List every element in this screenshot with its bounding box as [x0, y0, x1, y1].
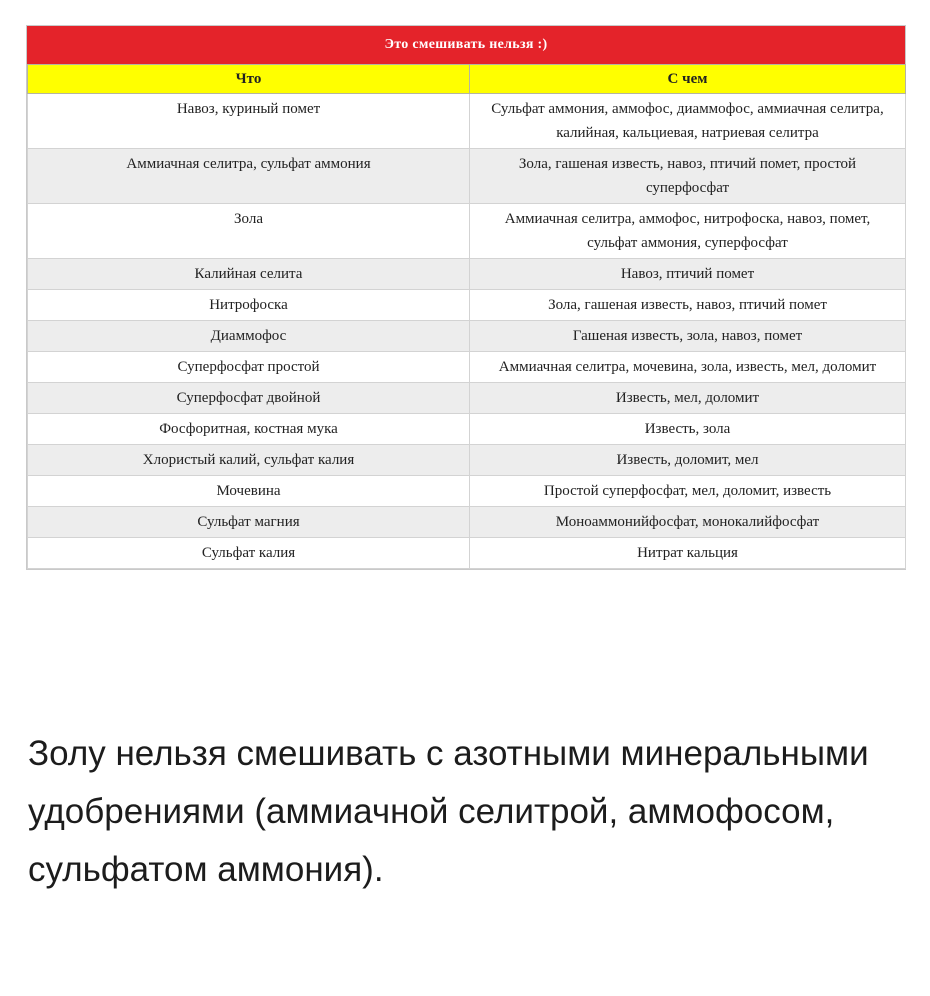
table-title: Это смешивать нельзя :) [27, 26, 905, 64]
cell-fertilizer: Мочевина [28, 476, 470, 507]
cell-fertilizer: Зола [28, 204, 470, 259]
cell-incompatible-with: Зола, гашеная известь, навоз, птичий помет [470, 290, 906, 321]
table-row [28, 445, 906, 476]
table-row [28, 352, 906, 383]
cell-fertilizer: Сульфат магния [28, 507, 470, 538]
cell-incompatible-with: Простой суперфосфат, мел, доломит, известь [470, 476, 906, 507]
cell-fertilizer: Сульфат калия [28, 538, 470, 569]
cell-incompatible-with: Аммиачная селитра, мочевина, зола, известь, мел, доломит [470, 352, 906, 383]
table-row [28, 259, 906, 290]
table-grid [27, 64, 906, 569]
cell-incompatible-with: Аммиачная селитра, аммофос, нитрофоска, навоз, помет, сульфат аммония, суперфосфат [470, 204, 906, 259]
cell-fertilizer: Суперфосфат двойной [28, 383, 470, 414]
cell-incompatible-with: Сульфат аммония, аммофос, диаммофос, аммиачная селитра, калийная, кальциевая, натриевая селитра [470, 94, 906, 149]
header-with-what: С чем [470, 65, 906, 94]
cell-incompatible-with: Моноаммонийфосфат, монокалийфосфат [470, 507, 906, 538]
cell-incompatible-with: Навоз, птичий помет [470, 259, 906, 290]
cell-incompatible-with: Известь, зола [470, 414, 906, 445]
table-row [28, 383, 906, 414]
cell-incompatible-with: Нитрат кальция [470, 538, 906, 569]
table-row [28, 538, 906, 569]
cell-fertilizer: Калийная селита [28, 259, 470, 290]
cell-fertilizer: Навоз, куриный помет [28, 94, 470, 149]
cell-fertilizer: Аммиачная селитра, сульфат аммония [28, 149, 470, 204]
table-row [28, 290, 906, 321]
table-row [28, 149, 906, 204]
cell-fertilizer: Диаммофос [28, 321, 470, 352]
cell-incompatible-with: Гашеная известь, зола, навоз, помет [470, 321, 906, 352]
caption-text: Золу нельзя смешивать с азотными минеральными удобрениями (аммиачной селитрой, аммофосом, сульфатом аммония). [28, 734, 869, 889]
table-row [28, 476, 906, 507]
cell-fertilizer: Хлористый калий, сульфат калия [28, 445, 470, 476]
cell-fertilizer: Фосфоритная, костная мука [28, 414, 470, 445]
header-what: Что [28, 65, 470, 94]
header-row [28, 65, 906, 94]
table-row [28, 414, 906, 445]
table-row [28, 321, 906, 352]
cell-incompatible-with: Зола, гашеная известь, навоз, птичий помет, простой суперфосфат [470, 149, 906, 204]
table-row [28, 507, 906, 538]
cell-fertilizer: Суперфосфат простой [28, 352, 470, 383]
fertilizer-compatibility-table [26, 25, 906, 570]
table-row [28, 94, 906, 149]
cell-incompatible-with: Известь, доломит, мел [470, 445, 906, 476]
cell-incompatible-with: Известь, мел, доломит [470, 383, 906, 414]
table-row [28, 204, 906, 259]
cell-fertilizer: Нитрофоска [28, 290, 470, 321]
table-body [28, 94, 906, 569]
